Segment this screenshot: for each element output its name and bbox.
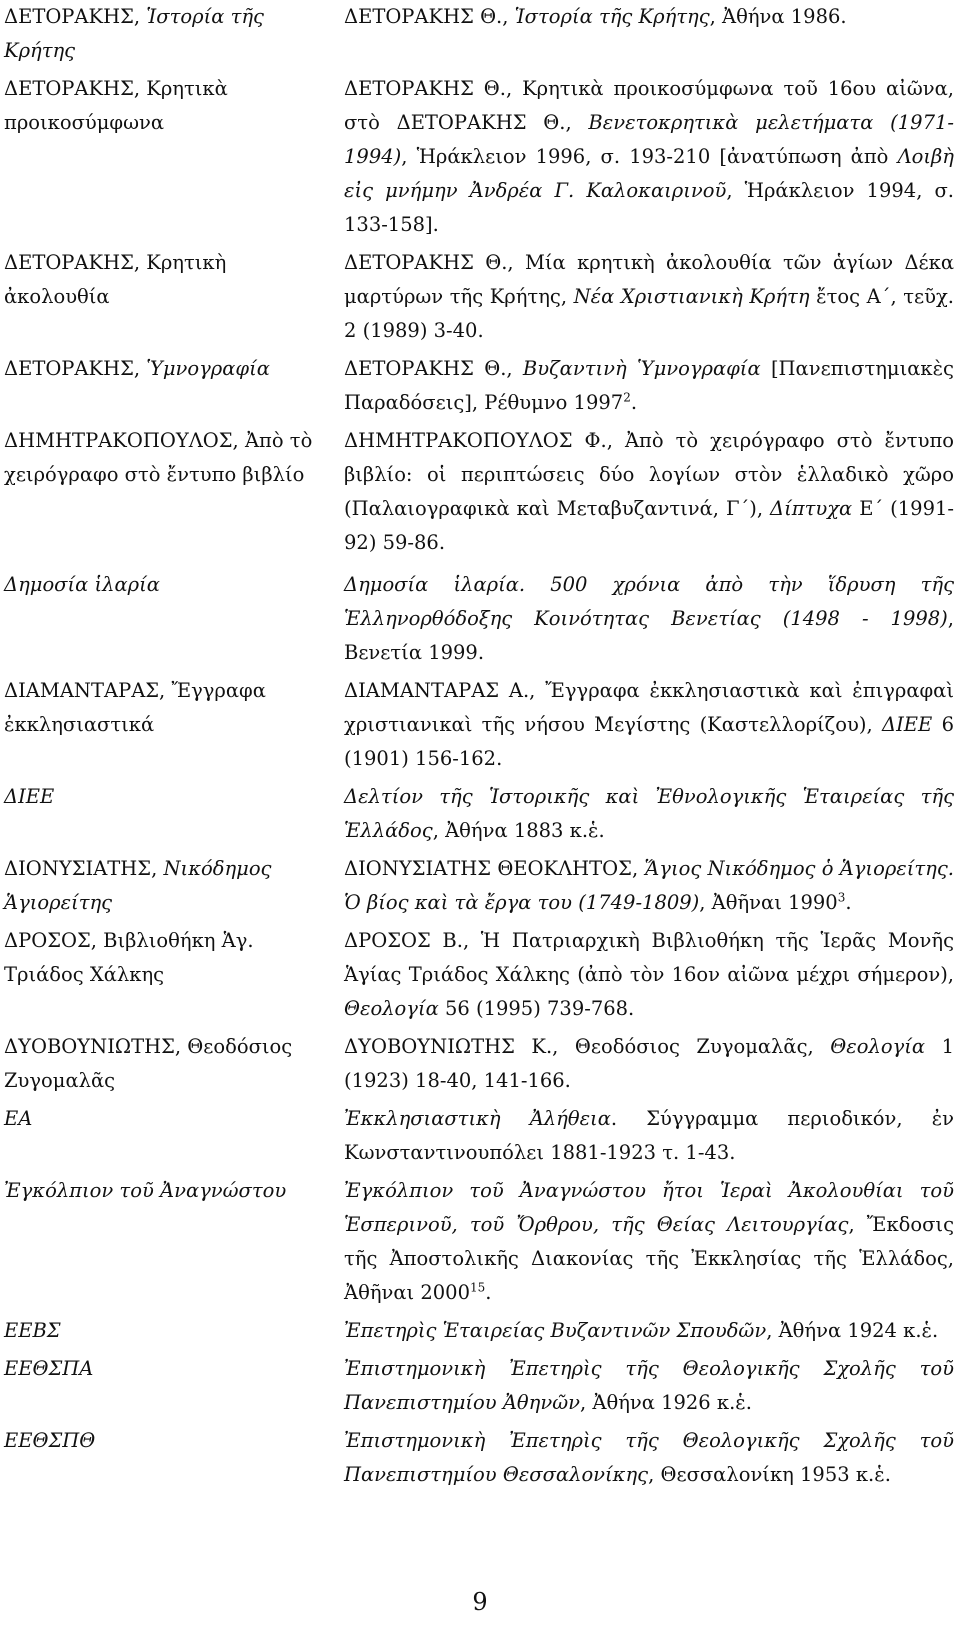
text-run: ΔΙΑΜΑΝΤΑΡΑΣ, Ἔγγραφα ἐκκλησιαστικά xyxy=(4,679,266,736)
text-run: ΔΙΟΝΥΣΙΑΤΗΣ, xyxy=(4,857,164,880)
abbreviation-term xyxy=(4,780,344,814)
text-run: ΔΥΟΒΟΥΝΙΩΤΗΣ, Θεοδόσιος Ζυγομαλᾶς xyxy=(4,1035,293,1092)
superscript-text: 2 xyxy=(623,390,631,405)
text-run: . xyxy=(845,891,852,914)
text-run: ΔΕΤΟΡΑΚΗΣ Θ., Κρητικὰ προικοσύμφωνα τοῦ 16ου αἰῶνα, στὸ ΔΕΤΟΡΑΚΗΣ Θ., xyxy=(344,77,954,134)
italic-text: Ἐγκόλπιον τοῦ Ἀναγνώστου ἤτοι Ἱεραὶ Ἀκολουθίαι τοῦ Ἑσπερινοῦ, τοῦ Ὄρθρου, τῆς Θείας Λειτουργίας xyxy=(344,1179,954,1236)
abbreviation-term xyxy=(4,924,344,992)
italic-text: Βενετοκρητικὰ μελετήματα (1971-1994) xyxy=(344,111,954,168)
full-reference xyxy=(344,780,954,848)
text-run: . xyxy=(630,391,638,414)
italic-text: Θεολογία xyxy=(344,997,439,1020)
italic-text: Νικόδημος Ἁγιορείτης xyxy=(4,857,272,914)
italic-text: Ἐπιστημονικὴ Ἐπετηρὶς τῆς Θεολογικῆς Σχολῆς τοῦ Πανεπιστημίου Θεσσαλονίκης xyxy=(344,1429,954,1486)
abbreviation-term xyxy=(4,424,344,492)
abbreviation-term xyxy=(4,1174,344,1208)
abbreviation-entry xyxy=(4,0,954,68)
text-run: ΔΕΤΟΡΑΚΗΣ, xyxy=(4,5,147,28)
full-reference xyxy=(344,246,954,348)
text-run: 1 (1923) 18-40, 141-166. xyxy=(344,1035,954,1092)
italic-text: Βυζαντινὴ Ὑμνογραφία xyxy=(522,357,761,380)
abbreviation-entry xyxy=(4,1424,954,1492)
italic-text: Ἐπετηρὶς Ἑταιρείας Βυζαντινῶν Σπουδῶν xyxy=(344,1319,767,1342)
text-run: , Ἡράκλειον 1996, σ. 193-210 [ἀνατύπωση ἀπὸ xyxy=(401,145,898,168)
abbreviation-entry xyxy=(4,924,954,1026)
abbreviation-entry xyxy=(4,568,954,670)
full-reference xyxy=(344,72,954,242)
page-number: 9 xyxy=(472,1588,488,1616)
full-reference xyxy=(344,424,954,560)
full-reference xyxy=(344,0,954,34)
text-run: ΔΕΤΟΡΑΚΗΣ Θ., Μία κρητικὴ ἀκολουθία τῶν ἁγίων Δέκα μαρτύρων τῆς Κρήτης, xyxy=(344,251,954,308)
italic-text: Δίπτυχα xyxy=(770,497,853,520)
text-run: , Ἀθῆναι 1990 xyxy=(699,891,838,914)
abbreviation-entry xyxy=(4,674,954,776)
text-run: ΔΕΤΟΡΑΚΗΣ Θ., xyxy=(344,357,523,380)
text-run: . xyxy=(485,1281,492,1304)
text-run: , Ἀθήνα 1883 κ.ἑ. xyxy=(432,819,605,842)
full-reference xyxy=(344,1174,954,1310)
abbreviation-term xyxy=(4,1030,344,1098)
abbreviation-term xyxy=(4,72,344,140)
italic-text: Ἅγιος Νικόδημος ὁ Ἁγιορείτης. Ὁ βίος καὶ τὰ ἔργα του (1749-1809) xyxy=(344,857,954,914)
text-run: Ε΄ (1991-92) 59-86. xyxy=(344,497,954,554)
abbreviation-entry xyxy=(4,1030,954,1098)
text-run: ΔΡΟΣΟΣ Β., Ἡ Πατριαρχικὴ Βιβλιοθήκη τῆς Ἱερᾶς Μονῆς Ἁγίας Τριάδος Χάλκης (ἀπὸ τὸν 16ον αἰῶνα μέχρι σήμερον), xyxy=(344,929,954,986)
abbreviation-term xyxy=(4,852,344,920)
abbreviation-term xyxy=(4,1102,344,1136)
text-run: ΔΡΟΣΟΣ, Βιβλιοθήκη Ἁγ. Τριάδος Χάλκης xyxy=(4,929,254,986)
italic-text: Θεολογία xyxy=(830,1035,926,1058)
abbreviation-term xyxy=(4,0,344,68)
abbreviation-entry xyxy=(4,352,954,420)
text-run: , Ἔκδοσις τῆς Ἀποστολικῆς Διακονίας τῆς Ἐκκλησίας τῆς Ἑλλάδος, Ἀθῆναι 2000 xyxy=(344,1213,954,1304)
superscript-text: 3 xyxy=(837,890,846,905)
italic-text: Ὑμνογραφία xyxy=(146,357,270,380)
text-run: ΔΕΤΟΡΑΚΗΣ Θ., xyxy=(344,5,515,28)
italic-text: Ἱστορία τῆς Κρήτης xyxy=(4,5,264,62)
full-reference xyxy=(344,1102,954,1170)
abbreviation-entry xyxy=(4,852,954,920)
italic-text: ΕΑ xyxy=(4,1107,33,1130)
abbreviation-entry xyxy=(4,72,954,242)
abbreviation-term xyxy=(4,1424,344,1458)
abbreviation-entry xyxy=(4,1352,954,1420)
text-run: ΔΙΑΜΑΝΤΑΡΑΣ Α., Ἔγγραφα ἐκκλησιαστικὰ καὶ ἐπιγραφαὶ χριστιανικαὶ τῆς νήσου Μεγίστης (Καστελλορίζου), xyxy=(344,679,954,736)
italic-text: Δημοσία ἱλαρία xyxy=(4,573,160,596)
full-reference xyxy=(344,352,954,420)
italic-text: ΕΕΘΣΠΘ xyxy=(4,1429,96,1452)
full-reference xyxy=(344,1314,954,1348)
text-run: , Ἀθήνα 1924 κ.ἑ. xyxy=(766,1319,939,1342)
text-run: 6 (1901) 156-162. xyxy=(344,713,954,770)
italic-text: Ἱστορία τῆς Κρήτης xyxy=(514,5,710,28)
text-run: ΔΙΟΝΥΣΙΑΤΗΣ ΘΕΟΚΛΗΤΟΣ, xyxy=(344,857,645,880)
text-run: ΔΥΟΒΟΥΝΙΩΤΗΣ Κ., Θεοδόσιος Ζυγομαλᾶς, xyxy=(344,1035,831,1058)
text-run: , Ἀθήνα 1926 κ.ἑ. xyxy=(579,1391,752,1414)
italic-text: ΔΙΕΕ xyxy=(4,785,55,808)
full-reference xyxy=(344,1424,954,1492)
full-reference xyxy=(344,568,954,670)
abbreviation-entry xyxy=(4,1102,954,1170)
text-run: ΔΕΤΟΡΑΚΗΣ, Κρητικὴ ἀκολουθία xyxy=(4,251,227,308)
full-reference xyxy=(344,924,954,1026)
italic-text: Δημοσία ἱλαρία. 500 χρόνια ἀπὸ τὴν ἵδρυση τῆς Ἑλληνορθόδοξης Κοινότητας Βενετίας (1498 - 1998) xyxy=(344,573,954,630)
text-run: . Σύγγραμμα περιοδικόν, ἐν Κωνσταντινουπόλει 1881-1923 τ. 1-43. xyxy=(344,1107,955,1164)
italic-text: ΔΙΕΕ xyxy=(881,713,933,736)
abbreviation-term xyxy=(4,246,344,314)
abbreviation-term xyxy=(4,352,344,386)
abbreviation-list xyxy=(4,0,954,1492)
italic-text: Λοιβὴ εἰς μνήμην Ἀνδρέα Γ. Καλοκαιρινοῦ xyxy=(344,145,954,202)
italic-text: Ἐπιστημονικὴ Ἐπετηρὶς τῆς Θεολογικῆς Σχολῆς τοῦ Πανεπιστημίου Ἀθηνῶν xyxy=(344,1357,954,1414)
abbreviation-term xyxy=(4,568,344,602)
italic-text: Ἐκκλησιαστικὴ Ἀλήθεια xyxy=(344,1107,611,1130)
abbreviation-term xyxy=(4,1314,344,1348)
full-reference xyxy=(344,852,954,920)
text-run: ΔΗΜΗΤΡΑΚΟΠΟΥΛΟΣ Φ., Ἀπὸ τὸ χειρόγραφο στὸ ἔντυπο βιβλίο: οἱ περιπτώσεις δύο λογίων στὸν ἑλλαδικὸ χῶρο (Παλαιογραφικὰ καὶ Μεταβυζαντινά, Γ΄), xyxy=(344,429,954,520)
italic-text: Νέα Χριστιανικὴ Κρήτη xyxy=(573,285,810,308)
text-run: , Βενετία 1999. xyxy=(344,607,954,664)
text-run: [Πανεπιστημιακὲς Παραδόσεις], Ρέθυμνο 1997 xyxy=(344,357,954,414)
abbreviation-entry xyxy=(4,424,954,560)
italic-text: ΕΕΒΣ xyxy=(4,1319,61,1342)
abbreviation-term xyxy=(4,1352,344,1386)
text-run: ΔΕΤΟΡΑΚΗΣ, xyxy=(4,357,147,380)
italic-text: Δελτίον τῆς Ἱστορικῆς καὶ Ἐθνολογικῆς Ἑταιρείας τῆς Ἑλλάδος xyxy=(344,785,954,842)
text-run: ΔΗΜΗΤΡΑΚΟΠΟΥΛΟΣ, Ἀπὸ τὸ χειρόγραφο στὸ ἔντυπο βιβλίο xyxy=(4,429,313,486)
abbreviation-entry xyxy=(4,780,954,848)
italic-text: ΕΕΘΣΠΑ xyxy=(4,1357,94,1380)
text-run: , Ἡράκλειον 1994, σ. 133-158]. xyxy=(344,179,954,236)
abbreviation-entry xyxy=(4,1314,954,1348)
full-reference xyxy=(344,674,954,776)
superscript-text: 15 xyxy=(470,1280,486,1295)
abbreviation-entry xyxy=(4,1174,954,1310)
abbreviation-term xyxy=(4,674,344,742)
full-reference xyxy=(344,1352,954,1420)
full-reference xyxy=(344,1030,954,1098)
text-run: 56 (1995) 739-768. xyxy=(438,997,635,1020)
text-run: ἔτος Α΄, τεῦχ. 2 (1989) 3-40. xyxy=(344,285,954,342)
text-run: ΔΕΤΟΡΑΚΗΣ, Κρητικὰ προικοσύμφωνα xyxy=(4,77,228,134)
text-run: , Θεσσαλονίκη 1953 κ.ἑ. xyxy=(648,1463,891,1486)
italic-text: Ἐγκόλπιον τοῦ Ἀναγνώστου xyxy=(4,1179,287,1202)
text-run: , Ἀθήνα 1986. xyxy=(709,5,847,28)
abbreviation-entry xyxy=(4,246,954,348)
